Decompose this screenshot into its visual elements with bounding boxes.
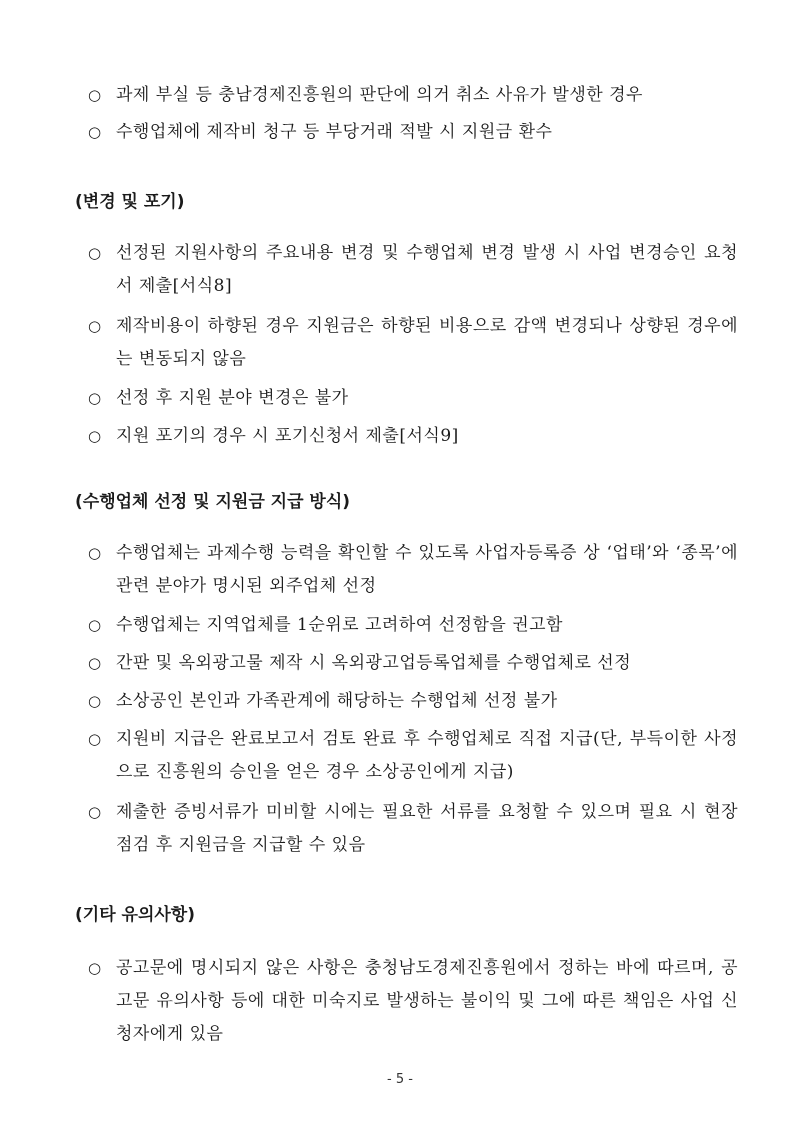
- circle-bullet-icon: ○: [88, 244, 102, 262]
- list-item: ○ 소상공인 본인과 가족관계에 해당하는 수행업체 선정 불가: [88, 685, 738, 718]
- list-item: ○ 지원 포기의 경우 시 포기신청서 제출[서식9]: [88, 420, 738, 453]
- list-item: ○ 제작비용이 하향된 경우 지원금은 하향된 비용으로 감액 변경되나 상향된 경우에는 변동되지 않음: [88, 310, 738, 376]
- list-item: ○ 수행업체는 지역업체를 1순위로 고려하여 선정함을 권고함: [88, 609, 738, 642]
- circle-bullet-icon: ○: [88, 317, 102, 335]
- circle-bullet-icon: ○: [88, 544, 102, 562]
- circle-bullet-icon: ○: [88, 654, 102, 672]
- circle-bullet-icon: ○: [88, 616, 102, 634]
- circle-bullet-icon: ○: [88, 123, 102, 141]
- list-item: ○ 지원비 지급은 완료보고서 검토 완료 후 수행업체로 직접 지급(단, 부득이한 사정으로 진흥원의 승인을 얻은 경우 소상공인에게 지급): [88, 723, 738, 789]
- list-item: ○ 수행업체에 제작비 청구 등 부당거래 적발 시 지원금 환수: [88, 116, 738, 149]
- list-item: ○ 과제 부실 등 충남경제진흥원의 판단에 의거 취소 사유가 발생한 경우: [88, 79, 738, 112]
- list-item: ○ 공고문에 명시되지 않은 사항은 충청남도경제진흥원에서 정하는 바에 따르며, 공고문 유의사항 등에 대한 미숙지로 발생하는 불이익 및 그에 따른 책임은 사업 신청자에게 있음: [88, 952, 738, 1051]
- section-heading-etc: (기타 유의사항): [75, 905, 195, 925]
- list-item: ○ 간판 및 옥외광고물 제작 시 옥외광고업등록업체를 수행업체로 선정: [88, 647, 738, 680]
- circle-bullet-icon: ○: [88, 730, 102, 748]
- list-item: ○ 제출한 증빙서류가 미비할 시에는 필요한 서류를 요청할 수 있으며 필요 시 현장점검 후 지원금을 지급할 수 있음: [88, 796, 738, 862]
- list-item: ○ 수행업체는 과제수행 능력을 확인할 수 있도록 사업자등록증 상 ‘업태’와 ‘종목’에 관련 분야가 명시된 외주업체 선정: [88, 537, 738, 603]
- page-number: - 5 -: [387, 1072, 413, 1087]
- circle-bullet-icon: ○: [88, 692, 102, 710]
- circle-bullet-icon: ○: [88, 959, 102, 977]
- list-item: ○ 선정 후 지원 분야 변경은 불가: [88, 382, 738, 415]
- circle-bullet-icon: ○: [88, 389, 102, 407]
- section-heading-vendor: (수행업체 선정 및 지원금 지급 방식): [75, 492, 351, 512]
- circle-bullet-icon: ○: [88, 427, 102, 445]
- list-item: ○ 선정된 지원사항의 주요내용 변경 및 수행업체 변경 발생 시 사업 변경승인 요청서 제출[서식8]: [88, 237, 738, 303]
- circle-bullet-icon: ○: [88, 86, 102, 104]
- circle-bullet-icon: ○: [88, 803, 102, 821]
- section-heading-change: (변경 및 포기): [75, 192, 185, 212]
